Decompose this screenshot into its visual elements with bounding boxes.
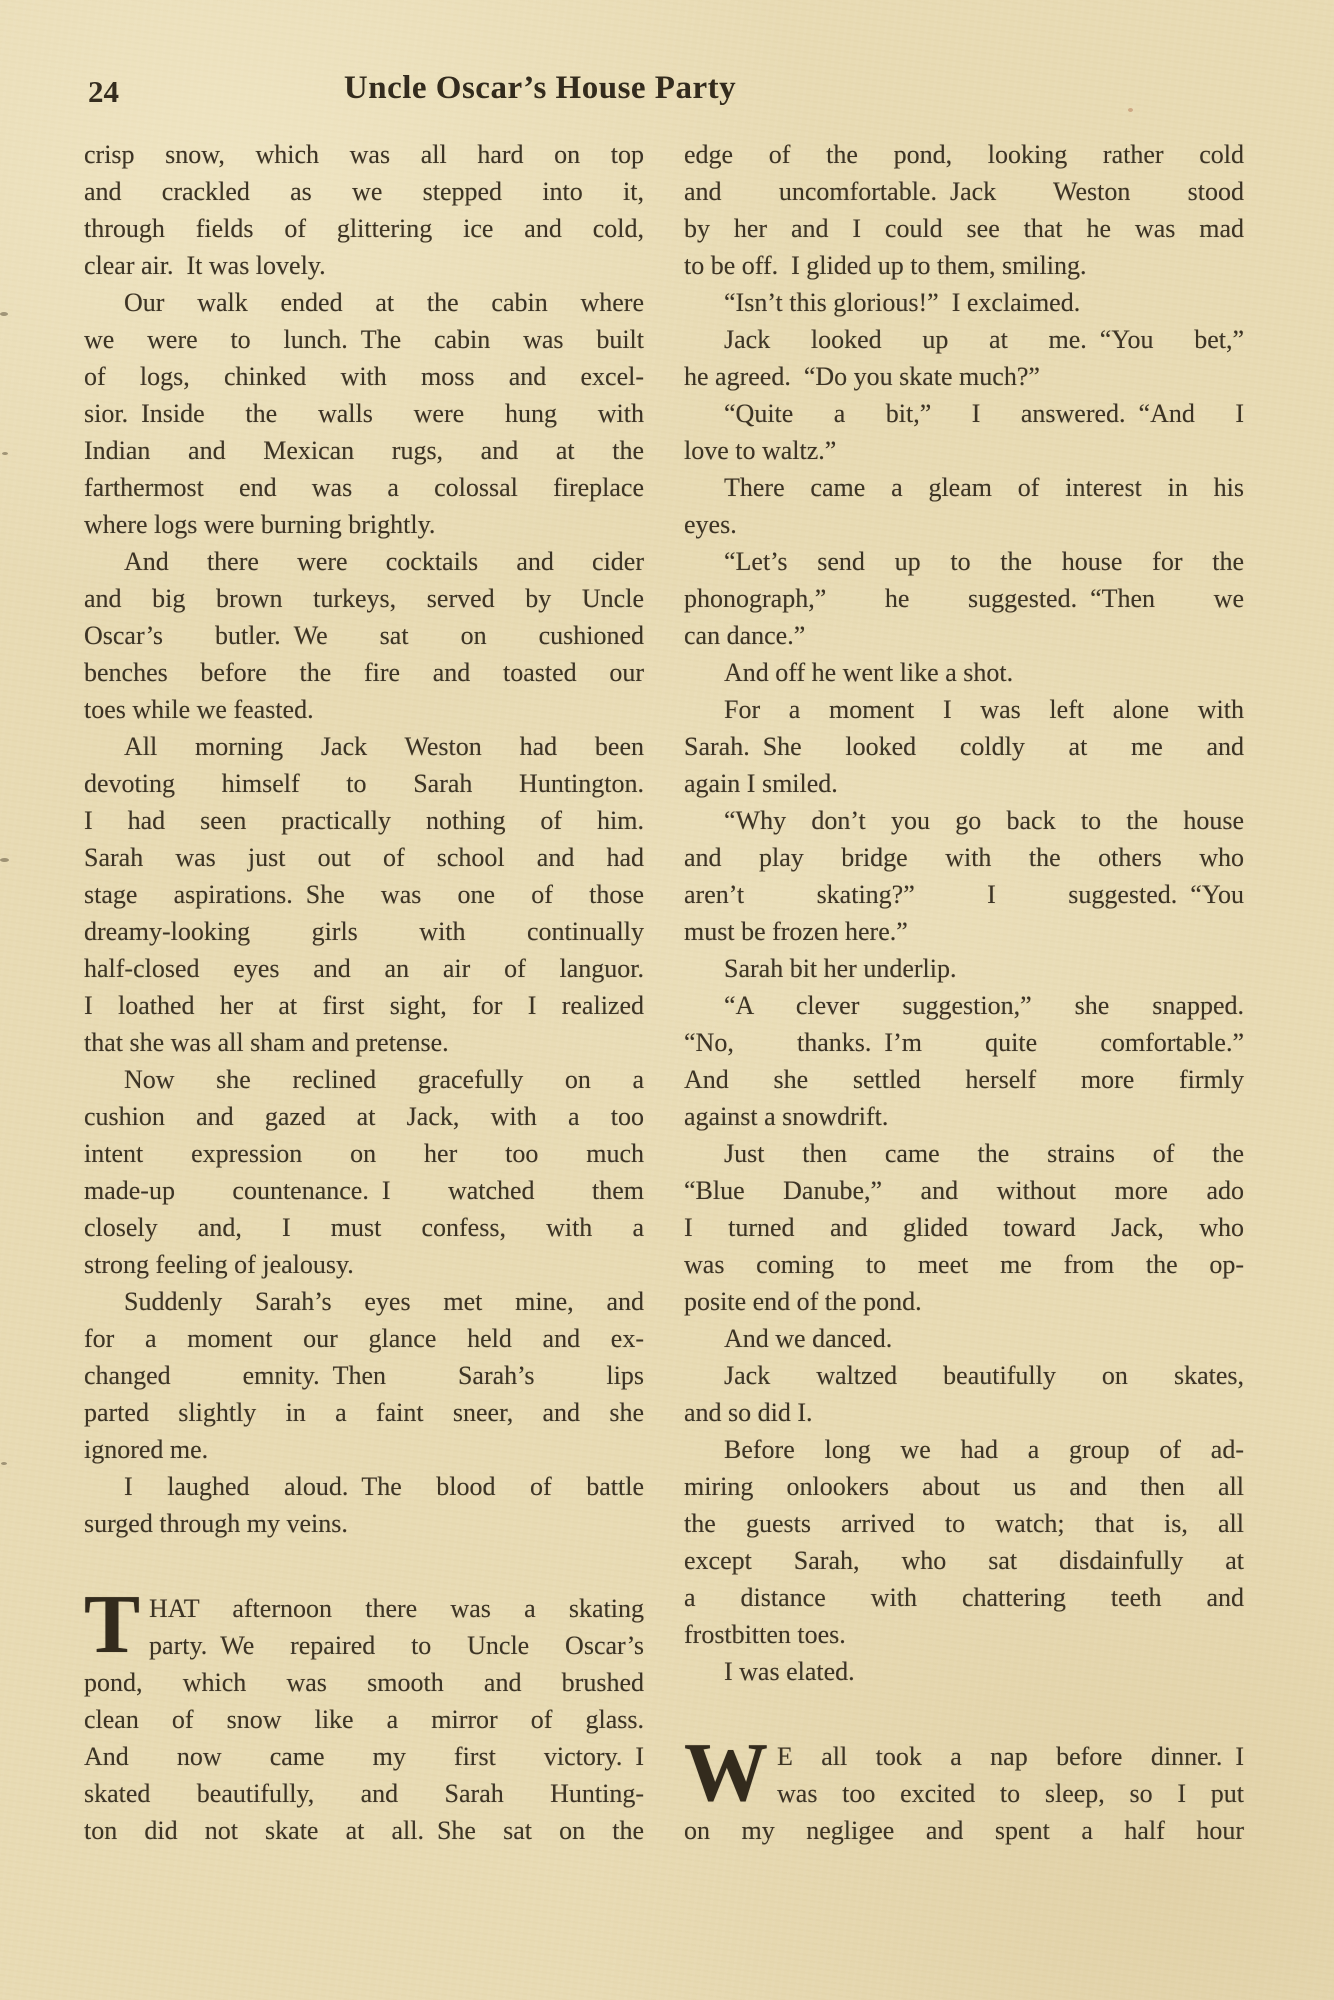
text-line: where logs were burning brightly. xyxy=(84,510,436,539)
text-line: parted slightly in a faint sneer, and she xyxy=(84,1398,644,1427)
text-line: and crackled as we stepped into it, xyxy=(84,177,644,206)
text-line: again I smiled. xyxy=(684,769,838,798)
paragraph xyxy=(684,1357,1244,1431)
text-line: against a snowdrift. xyxy=(684,1102,889,1131)
text-line: can dance.” xyxy=(684,621,806,650)
text-line: the guests arrived to watch; that is, all xyxy=(684,1509,1244,1538)
paragraph xyxy=(84,1468,644,1542)
text-line: clean of snow like a mirror of glass. xyxy=(84,1705,644,1734)
text-line: made-up countenance. I watched them xyxy=(84,1176,644,1205)
text-line: ton did not skate at all. She sat on the xyxy=(84,1816,644,1845)
text-columns xyxy=(84,136,1244,1849)
text-line: changed emnity. Then Sarah’s lips xyxy=(84,1361,644,1390)
text-line: posite end of the pond. xyxy=(684,1287,922,1316)
text-line: Before long we had a group of ad- xyxy=(724,1435,1244,1464)
paragraph xyxy=(684,1726,1244,1849)
text-line: Jack waltzed beautifully on skates, xyxy=(724,1361,1244,1390)
paragraph xyxy=(684,1431,1244,1653)
text-line: E all took a nap before dinner. I xyxy=(777,1742,1244,1771)
page-number: 24 xyxy=(88,74,119,109)
text-line: Our walk ended at the cabin where xyxy=(124,288,644,317)
dropcap-letter: W xyxy=(684,1726,768,1819)
scan-speck xyxy=(1128,108,1133,112)
text-line: half-closed eyes and an air of languor. xyxy=(84,954,644,983)
text-line: Sarah. She looked coldly at me and xyxy=(684,732,1244,761)
text-line: HAT afternoon there was a skating xyxy=(149,1594,644,1623)
scan-speck xyxy=(1,1462,7,1465)
text-line: frostbitten toes. xyxy=(684,1620,846,1649)
text-line: Just then came the strains of the xyxy=(724,1139,1244,1168)
text-line: “Quite a bit,” I answered. “And I xyxy=(724,399,1244,428)
text-line: eyes. xyxy=(684,510,737,539)
text-line: by her and I could see that he was mad xyxy=(684,214,1244,243)
text-line: Jack looked up at me. “You bet,” xyxy=(724,325,1244,354)
text-line: Indian and Mexican rugs, and at the xyxy=(84,436,644,465)
paragraph xyxy=(684,543,1244,654)
text-line: surged through my veins. xyxy=(84,1509,348,1538)
text-line: And now came my first victory. I xyxy=(84,1742,644,1771)
paragraph xyxy=(684,284,1244,321)
text-line: And we danced. xyxy=(724,1324,893,1353)
text-line: I turned and glided toward Jack, who xyxy=(684,1213,1244,1242)
text-line: I had seen practically nothing of him. xyxy=(84,806,644,835)
text-line: “Why don’t you go back to the house xyxy=(724,806,1244,835)
text-line: devoting himself to Sarah Huntington. xyxy=(84,769,644,798)
text-line: And off he went like a shot. xyxy=(724,658,1014,687)
paragraph xyxy=(684,1653,1244,1690)
text-line: and big brown turkeys, served by Uncle xyxy=(84,584,644,613)
paragraph xyxy=(84,728,644,1061)
text-line: Sarah bit her underlip. xyxy=(724,954,957,983)
text-line: clear air. It was lovely. xyxy=(84,251,326,280)
text-line: Oscar’s butler. We sat on cushioned xyxy=(84,621,644,650)
text-line: ignored me. xyxy=(84,1435,209,1464)
text-line: “Blue Danube,” and without more ado xyxy=(684,1176,1244,1205)
text-line: “No, thanks. I’m quite comfortable.” xyxy=(684,1028,1244,1057)
text-line: that she was all sham and pretense. xyxy=(84,1028,449,1057)
text-line: closely and, I must confess, with a xyxy=(84,1213,644,1242)
text-line: I loathed her at first sight, for I realized xyxy=(84,991,644,1020)
paragraph xyxy=(84,1283,644,1468)
text-line: And she settled herself more firmly xyxy=(684,1065,1244,1094)
text-line: toes while we feasted. xyxy=(84,695,314,724)
text-line: miring onlookers about us and then all xyxy=(684,1472,1244,1501)
text-line: cushion and gazed at Jack, with a too xyxy=(84,1102,644,1131)
text-line: he agreed. “Do you skate much?” xyxy=(684,362,1040,391)
paragraph xyxy=(684,654,1244,691)
column-right xyxy=(684,136,1244,1849)
text-line: “A clever suggestion,” she snapped. xyxy=(724,991,1244,1020)
column-left xyxy=(84,136,644,1849)
paragraph xyxy=(684,321,1244,395)
text-line: and uncomfortable. Jack Weston stood xyxy=(684,177,1244,206)
text-line: I laughed aloud. The blood of battle xyxy=(124,1472,644,1501)
text-line: on my negligee and spent a half hour xyxy=(684,1816,1244,1845)
text-line: I was elated. xyxy=(724,1657,855,1686)
dropcap-letter: T xyxy=(84,1578,141,1671)
text-line: Now she reclined gracefully on a xyxy=(124,1065,644,1094)
text-line: to be off. I glided up to them, smiling. xyxy=(684,251,1087,280)
paragraph xyxy=(684,691,1244,802)
paragraph xyxy=(684,1135,1244,1320)
scan-speck xyxy=(0,858,9,862)
paragraph xyxy=(684,136,1244,284)
text-line: benches before the fire and toasted our xyxy=(84,658,644,687)
paragraph xyxy=(684,395,1244,469)
paragraph xyxy=(84,136,644,284)
text-line: was coming to meet me from the op- xyxy=(684,1250,1244,1279)
text-line: stage aspirations. She was one of those xyxy=(84,880,644,909)
text-line: love to waltz.” xyxy=(684,436,837,465)
text-line: There came a gleam of interest in his xyxy=(724,473,1244,502)
text-line: for a moment our glance held and ex- xyxy=(84,1324,644,1353)
paragraph xyxy=(84,1061,644,1283)
text-line: And there were cocktails and cider xyxy=(124,547,644,576)
text-line: dreamy-looking girls with continually xyxy=(84,917,644,946)
text-line: a distance with chattering teeth and xyxy=(684,1583,1244,1612)
paragraph xyxy=(84,543,644,728)
paragraph xyxy=(684,987,1244,1135)
text-line: phonograph,” he suggested. “Then we xyxy=(684,584,1244,613)
paragraph xyxy=(684,950,1244,987)
text-line: farthermost end was a colossal fireplace xyxy=(84,473,644,502)
text-line: except Sarah, who sat disdainfully at xyxy=(684,1546,1244,1575)
text-line: and so did I. xyxy=(684,1398,813,1427)
text-line: party. We repaired to Uncle Oscar’s xyxy=(149,1631,644,1660)
text-line: Suddenly Sarah’s eyes met mine, and xyxy=(124,1287,644,1316)
paragraph xyxy=(84,284,644,543)
page-title: Uncle Oscar’s House Party xyxy=(343,70,737,106)
scan-speck xyxy=(0,312,8,316)
paragraph xyxy=(84,1578,644,1849)
paragraph xyxy=(684,1320,1244,1357)
text-line: and play bridge with the others who xyxy=(684,843,1244,872)
text-line: For a moment I was left alone with xyxy=(724,695,1244,724)
text-line: pond, which was smooth and brushed xyxy=(84,1668,644,1697)
text-line: was too excited to sleep, so I put xyxy=(777,1779,1244,1808)
text-line: “Isn’t this glorious!” I exclaimed. xyxy=(724,288,1081,317)
text-line: we were to lunch. The cabin was built xyxy=(84,325,644,354)
text-line: intent expression on her too much xyxy=(84,1139,644,1168)
text-line: crisp snow, which was all hard on top xyxy=(84,140,644,169)
text-line: aren’t skating?” I suggested. “You xyxy=(684,880,1244,909)
text-line: All morning Jack Weston had been xyxy=(124,732,644,761)
text-line: “Let’s send up to the house for the xyxy=(724,547,1244,576)
text-line: must be frozen here.” xyxy=(684,917,908,946)
text-line: edge of the pond, looking rather cold xyxy=(684,140,1244,169)
text-line: of logs, chinked with moss and excel- xyxy=(84,362,644,391)
text-line: sior. Inside the walls were hung with xyxy=(84,399,644,428)
paragraph xyxy=(684,469,1244,543)
scan-speck xyxy=(2,452,8,455)
text-line: skated beautifully, and Sarah Hunting- xyxy=(84,1779,644,1808)
text-line: Sarah was just out of school and had xyxy=(84,843,644,872)
text-line: strong feeling of jealousy. xyxy=(84,1250,354,1279)
paragraph xyxy=(684,802,1244,950)
text-line: through fields of glittering ice and cold, xyxy=(84,214,644,243)
page-header xyxy=(0,70,1334,114)
